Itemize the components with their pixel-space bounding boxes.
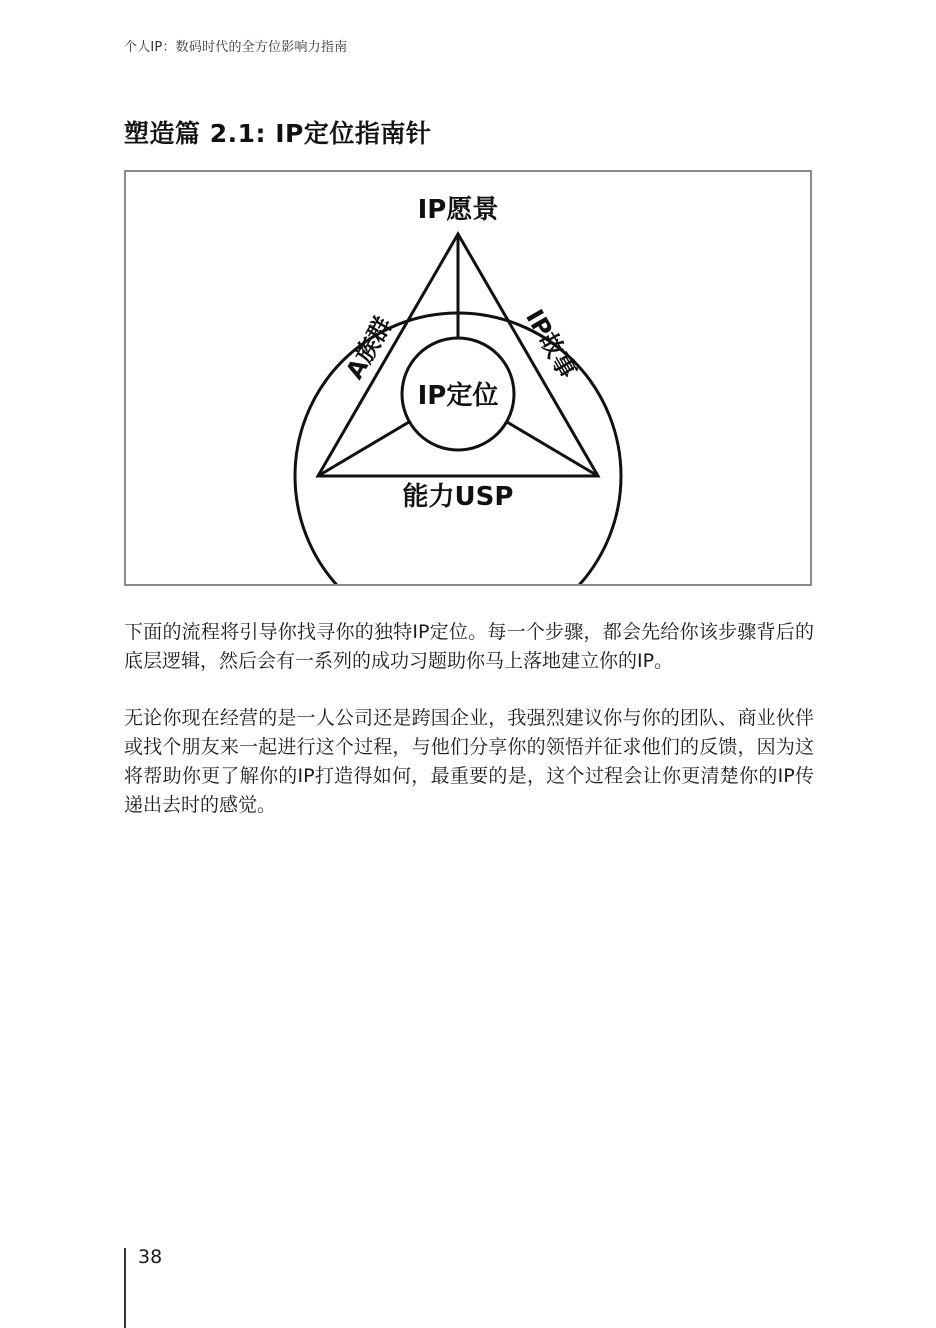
label-ip-positioning: IP定位 [417,381,499,411]
label-ip-vision: IP愿景 [417,195,499,225]
folio-rule [124,1248,126,1328]
spoke-right [507,422,598,476]
spoke-left [318,422,409,476]
page-number: 38 [138,1246,163,1268]
section-title: 塑造篇 2.1: IP定位指南针 [124,119,432,148]
body-paragraph: 下面的流程将引导你找寻你的独特IP定位。每一个步骤，都会先给你该步骤背后的底层逻辑，然后会有一系列的成功习题助你马上落地建立你的IP。 [124,621,814,672]
compass-diagram [126,172,810,584]
body-paragraph: 无论你现在经营的是一人公司还是跨国企业，我强烈建议你与你的团队、商业伙伴或找个朋友来一起进行这个过程，与他们分享你的领悟并征求他们的反馈，因为这将帮助你更了解你的IP打造得如何，最重要的是，这个过程会让你更清楚你的IP传递出去时的感觉。 [124,707,814,816]
label-a-group: A族群 [340,312,398,384]
running-header: 个人IP：数码时代的全方位影响力指南 [124,40,348,55]
label-ability-usp: 能力USP [402,482,514,512]
ip-positioning-compass-figure [124,170,812,586]
label-ip-story: IP故事 [520,304,582,384]
